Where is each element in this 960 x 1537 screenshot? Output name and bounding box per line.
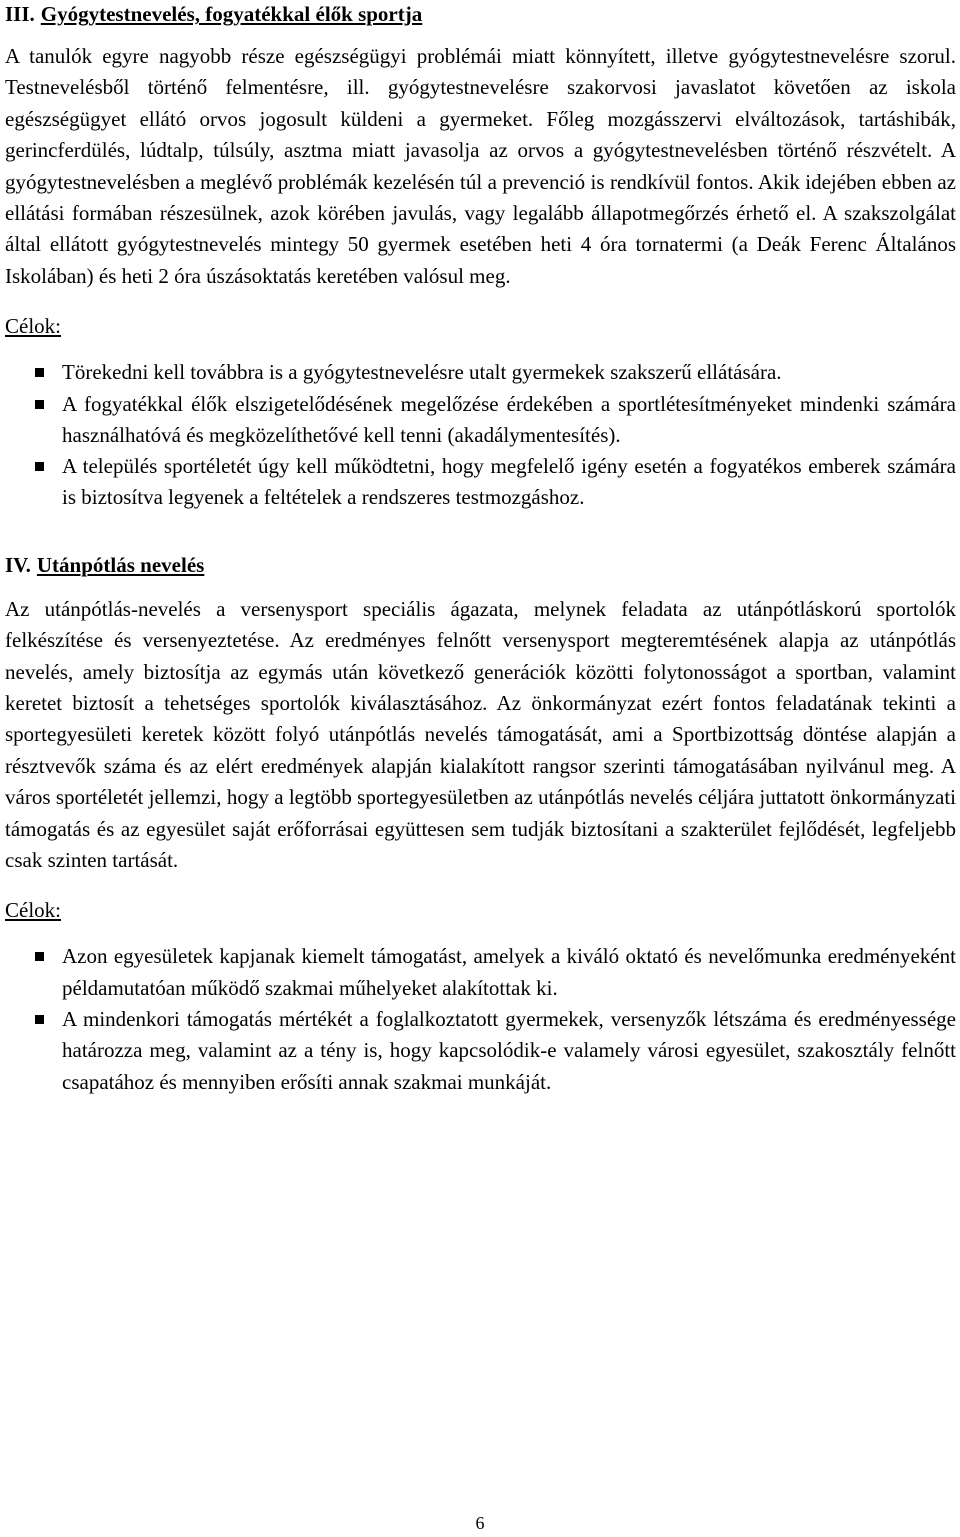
section-4-title: Utánpótlás nevelés [36, 552, 205, 577]
square-bullet-icon [35, 462, 44, 471]
section-4-goals-list [5, 941, 956, 1097]
goal-text: A mindenkori támogatás mértékét a foglalkoztatott gyermekek, versenyzők létszáma és eredményessége határozza meg, valamint az a tény is, hogy kapcsolódik-e valamely városi egyesület, szakosztály felnőtt csapatához és mennyiben erősíti annak szakmai munkáját. [62, 1006, 956, 1094]
section-3-paragraph: A tanulók egyre nagyobb része egészségügyi problémái miatt könnyített, illetve gyógytestnevelésre szorul. Testnevelésből történő felmentésre, ill. gyógytestnevelésre szakorvosi javaslatot követően az iskola egészségügyet ellátó orvos jogosult küldeni a gyermeket. Főleg mozgásszervi elváltozások, tartáshibák, gerincferdülés, lúdtalp, túlsúly, asztma miatt javasolja az orvos a gyógytestnevelésben történő részvételt. A gyógytestnevelésben a meglévő problémák kezelésén túl a prevenció is rendkívül fontos. Akik idejében ebben az ellátási formában részesülnek, azok körében javulás, vagy legalább állapotmegőrzés érhető el. A szakszolgálat által ellátott gyógytestnevelés mintegy 50 gyermek esetében heti 4 óra tornatermi (a Deák Ferenc Általános Iskolában) és heti 2 óra úszásoktatás keretében valósul meg. [5, 44, 956, 288]
section-3-goals-label: Célok: [5, 314, 61, 339]
section-3-title: Gyógytestnevelés, fogyatékkal élők sportja [40, 2, 423, 26]
goal-item [5, 1004, 956, 1098]
goal-item [5, 357, 956, 388]
section-3-heading [5, 1, 956, 27]
square-bullet-icon [35, 368, 44, 377]
goal-item [5, 389, 956, 452]
goal-item [5, 941, 956, 1004]
goal-item [5, 451, 956, 514]
goal-text: Azon egyesületek kapjanak kiemelt támogatást, amelyek a kiváló oktató és nevelőmunka eredményeként példamutatóan működő szakmai műhelyeket alakítottak ki. [62, 944, 956, 1000]
square-bullet-icon [35, 952, 44, 961]
goal-text: A település sportéletét úgy kell működtetni, hogy megfelelő igény esetén a fogyatékos emberek számára is biztosítva legyenek a feltételek a rendszeres testmozgáshoz. [62, 454, 956, 510]
section-4-number: IV. [5, 552, 31, 577]
section-3-goals-list [5, 357, 956, 513]
goal-text: Törekedni kell továbbra is a gyógytestnevelésre utalt gyermekek szakszerű ellátására. [62, 360, 782, 385]
square-bullet-icon [35, 400, 44, 409]
page-number: 6 [475, 1513, 485, 1533]
section-4-goals-label: Célok: [5, 898, 61, 923]
document-page [5, 0, 956, 1098]
section-4-heading [5, 552, 956, 578]
square-bullet-icon [35, 1015, 44, 1024]
goal-text: A fogyatékkal élők elszigetelődésének megelőzése érdekében a sportlétesítményeket mindenki számára használhatóvá és megközelíthetővé kell tenni (akadálymentesítés). [62, 391, 956, 447]
section-4-paragraph: Az utánpótlás-nevelés a versenysport speciális ágazata, melynek feladata az utánpótláskorú sportolók felkészítése és versenyeztetése. Az eredményes felnőtt versenysport megteremtésének alapja az utánpótlás nevelés, amely biztosítja az egymás után következő generációk közötti folytonosságot a sportban, valamint keretet biztosít a tehetséges sportolók kiválasztásához. Az önkormányzat ezért fontos feladatának tekinti a sportegyesületi keretek között folyó utánpótlás nevelés támogatását, ami a Sportbizottság döntése alapján a résztvevők száma és az elért eredmények alapján kialakított rangsor szerinti támogatásában nyilvánul meg. A város sportéletét jellemzi, hogy a legtöbb sportegyesületben az utánpótlás nevelés céljára juttatott önkormányzati támogatás és az egyesület saját erőforrásai együttesen sem tudják biztosítani a szakterület fejlődését, legfeljebb csak szinten tartását. [5, 596, 956, 872]
section-3-number: III. [5, 2, 35, 26]
